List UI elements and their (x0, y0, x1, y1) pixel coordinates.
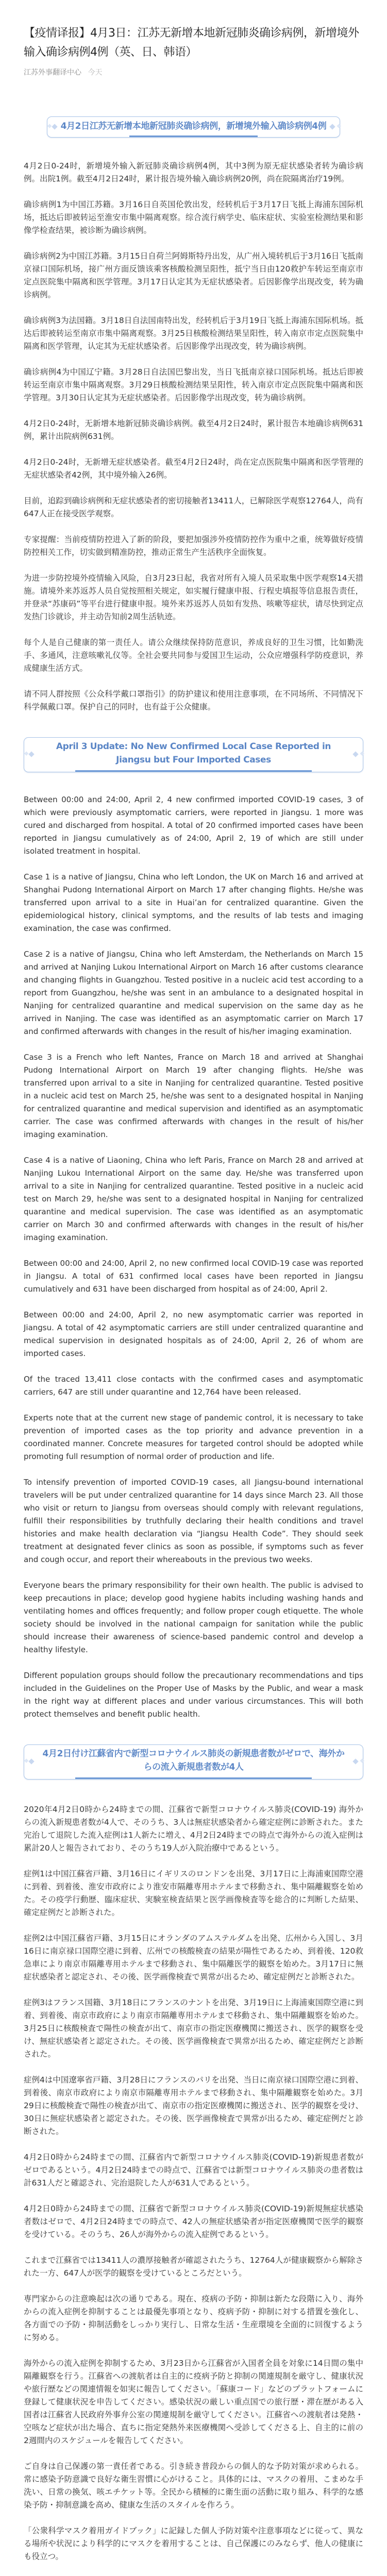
paragraph: 每个人是自己健康的第一责任人。请公众继续保持防范意识，养成良好的卫生习惯，比如勤洗手、多通风，注意咳嗽礼仪等。全社会要共同参与爱国卫生运动，公众应增强科学防疫意识，养成健康生活方式。 (24, 638, 363, 673)
paragraph: Everyone bears the primary responsibility for their own health. The public is advised to keep precautions in place; develop good hygiene habits including washing hands and ventilating homes and offices frequently; and follow proper cough etiquette. The whole society should be involved in the national campaign for sanitation while the public should increase their awareness of science-based pandemic control and develop a healthy lifestyle. (24, 1581, 363, 1654)
paragraph: 请不同人群按照《公众科学戴口罩指引》的防护建议和使用注意事项，在不同场所、不同情况下科学佩戴口罩。保护自己的同时，也有益于公众健康。 (24, 689, 363, 711)
paragraph: 确诊病例4为中国辽宁籍。3月28日自法国巴黎出发，当日飞抵南京禄口国际机场。抵达后即被转运至南京市集中隔离观察。3月29日核酸检测结果呈阳性，转入南京市定点医院集中隔离和医学管理。3月30日认定其为无症状感染者。后因影像学出现改变，转为确诊病例。 (24, 367, 363, 402)
paragraph: Between 00:00 and 24:00, April 2, 4 new confirmed imported COVID-19 cases, 3 of which were previously asymptomatic carriers, were reported in Jiangsu. 1 more was cured and discharged from hospital. A total of 20 confirmed imported cases have been reported in Jiangsu cumulatively as of 24:00, April 2, 19 of which are still under isolated treatment in hospital. (24, 795, 363, 856)
paragraph: Case 2 is a native of Jiangsu, China who left Amsterdam, the Netherlands on March 15 and arrived at Nanjing Lukou International Airport on March 16 after customs clearance and changing flights in Guangzhou. Tested positive in a nucleic acid test according to a report from Guangzhou, he/she was sent in an ambulance to a designated hospital in Nanjing for centralized quarantine and medical supervision on the same day as he arrived in Nanjing. The case was identified as an asymptomatic carrier on March 17 and confirmed afterwards with changes in the result of his/her imaging examination. (24, 950, 363, 1036)
paragraph: 目前，追踪到确诊病例和无症状感染者的密切接触者13411人，已解除医学观察12764人，尚有647人正在接受医学观察。 (24, 496, 363, 518)
paragraph: 确诊病例1为中国江苏籍。3月16日自英国伦敦出发，经转机后于3月17日飞抵上海浦东国际机场，抵达后即被转运至淮安市集中隔离观察。综合流行病学史、临床症状、实验室检测结果和影像学检查结果，被诊断为确诊病例。 (24, 200, 363, 235)
paragraph: 4月2日0時から24時までの間、江蘇省内で新型コロナウイルス肺炎(COVID-19)新規患者数がゼロであるという。4月2日24時までの時点で、江蘇省では新型コロナウイルス肺炎の患者数は計631人だと確認され、完治退院した人が631人であるという。 (24, 2153, 363, 2188)
section-banner-ja (24, 1744, 363, 1780)
banner-box (47, 116, 341, 138)
banner-box (24, 737, 363, 772)
banner-underline (75, 770, 312, 772)
diamond-ornament-icon (52, 124, 57, 129)
paragraph: Case 3 is a French who left Nantes, France on March 18 and arrived at Shanghai Pudong International Airport on March 19 after changing flights. He/she was transferred upon arrival to a site in Nanjing for centralized quarantine. Tested positive in a nucleic acid test on March 25, he/she was sent to a designated hospital in Nanjing for centralized quarantine and medical supervision and identified as an asymptomatic carrier. The case was confirmed afterwards with changes in the result of his/her imaging examination. (24, 1053, 363, 1139)
paragraph: 专家提醒：当前疫情防控进入了新的阶段，要把加强涉外疫情防控作为重中之重，统筹做好疫情防控相关工作，切实做到精准防控，推动正常生产生活秩序全面恢复。 (24, 535, 363, 557)
publish-date: 今天 (88, 69, 103, 77)
paragraph: 症例3はフランス国籍、3月18日にフランスのナントを出発、3月19日に上海浦東国際空港に到着、到着後、南京市政府により南京市隔離専用ホテルまで移動され、集中隔離観察を始めた。3月25日に核酸検査で陽性の検査が出て、南京市の指定医療機関に搬送され、医学的観察を受け、無症状感染者と認定された。その後、医学画像検査で異常が出るため、確定症例だと診断された。 (24, 1998, 363, 2059)
article-title: 【疫情译报】4月3日：江苏无新增本地新冠肺炎确诊病例，新增境外输入确诊病例4例（英、日、韩语） (24, 27, 359, 59)
paragraph: 4月2日0-24时，无新增本地新冠肺炎确诊病例。截至4月2日24时，累计报告本地确诊病例631例，累计出院病例631例。 (24, 419, 363, 441)
paragraph: Experts note that at the current new stage of pandemic control, it is necessary to take prevention of imported cases as the top priority and advance prevention in a coordinated manner. Concrete measures for targeted control should be adopted while promoting full resumption of normal order of production and life. (24, 1413, 363, 1461)
diamond-ornament-icon (28, 1758, 34, 1764)
author-link[interactable]: 江苏外事翻译中心 (24, 69, 81, 77)
paragraph: To intensify prevention of imported COVID-19 cases, all Jiangsu-bound international travelers will be put under centralized quarantine for 14 days since March 23. All those who visit or return to Jiangsu from overseas should comply with relevant regulations, fulfill their responsibilities by truthfully declaring their health conditions and travel histories and make health declaration via “Jiangsu Health Code”. They should seek treatment at designated fever clinics as soon as possible, if symptoms such as fever and cough occur, and report their whereabouts in the previous two weeks. (24, 1478, 363, 1564)
paragraph: Different population groups should follow the precautionary recommendations and tips included in the Guidelines on the Proper Use of Masks by the Public, and wear a mask in the right way at different places and under various circumstances. This will both protect themselves and benefit public health. (24, 1671, 363, 1719)
diamond-ornament-icon (330, 124, 335, 129)
paragraph: 海外からの流入症例を抑制するため、3月23日から江蘇省が入国者全員を対象に14日間の集中隔離観察を行う。江蘇省への渡航者は自主的に疫病予防と抑制の関連規制を厳守し、健康状況や旅行歴などの関連情報を如実に報告してください。「蘇康コード」などのプラットフォームに登録して健康状況を申告してください。感染状況の厳しい重点国での旅行歴・滞在歴がある入国者は江蘇省人民政府外事弁公室の関連規制を厳守してください。江蘇省への渡航者は発熱・空咳など症状が出た場合、直ちに指定発熱外来医療機関へ受診してくださる上、自主的に前の2週間内のスケジュールを報告してください。 (24, 2359, 363, 2445)
paragraph: Of the traced 13,411 close contacts with the confirmed cases and asymptomatic carriers, 647 are still under quarantine and 12,764 have been released. (24, 1375, 363, 1397)
banner-underline (129, 135, 258, 137)
paragraph: 4月2日0-24时，新增境外输入新冠肺炎确诊病例4例，其中3例为原无症状感染者转为确诊病例。出院1例。截至4月2日24时，累计报告境外输入确诊病例20例，尚在院隔离治疗19例。 (24, 161, 363, 183)
paragraph: 4月2日0-24时，无新增无症状感染者。截至4月2日24时，尚在定点医院集中隔离和医学管理的无症状感染者42例，其中境外输入26例。 (24, 457, 363, 480)
section-banner-en (24, 737, 363, 772)
paragraph: 2020年4月2日0時から24時までの間、江蘇省で新型コロナウイルス肺炎(COVID-19) 海外からの流入新規患者数が4人で、そのうち、3人は無症状感染者から確定症例に診断された。また完治して退院した流入症例は1人新たに増え、4月2日24時までの時点で海外からの流入症例は累計20人と報告されており、そのうち19人が入院治療中であるという。 (24, 1805, 363, 1853)
diamond-ornament-icon (352, 751, 358, 757)
section-japanese (24, 1803, 363, 2563)
banner-box (24, 1744, 363, 1780)
paragraph: 症例2は中国江蘇省戸籍、3月15日にオランダのアムステルダムを出発、広州から入国し、3月16日に南京禄口国際空港に到着、広州での核酸検査の結果が陽性であるため、到着後、120救急車により南京市隔離専用ホテルまで移動され、集中隔離医学的観察を始めた。3月17日に無症状感染者と認定され、その後、医学画像検査で異常が出るため、確定症例だと診断された。 (24, 1934, 363, 1981)
banner-title: 4月2日付け江蘇省内で新型コロナウイルス肺炎の新規患者数がゼロで、海外からの流入新規患者数が4人 (42, 1749, 345, 1772)
article-page (0, 24, 387, 2576)
section-english (24, 793, 363, 1721)
paragraph: 为进一步防控境外疫情输入风险，自3月23日起，我省对所有入境人员采取集中医学观察14天措施。请境外来苏返苏人员自觉按照相关规定，如实履行健康申报、行程史填报等信息报告责任，并登录“苏康码”等平台进行健康申报。境外来苏返苏人员如有发热、咳嗽等症状，请尽快到定点发热门诊就诊，并主动告知前2周生活轨迹。 (24, 573, 363, 621)
banner-title: 4月2日江苏无新增本地新冠肺炎确诊病例，新增境外输入确诊病例4例 (60, 121, 327, 131)
paragraph: Case 4 is a native of Liaoning, China who left Paris, France on March 28 and arrived at Nanjing Lukou International Airport on the same day. He/she was transferred upon arrival to a site in Nanjing for centralized quarantine. Tested positive in a nucleic acid test on March 29, he/she was sent to a designated hospital in Nanjing for centralized quarantine and medical supervision. The case was identified as an asymptomatic carrier on March 30 and confirmed afterwards with changes in the result of his/her imaging examination. (24, 1156, 363, 1242)
paragraph: これまで江蘇省では13411人の濃厚接触者が確認されたうち、12764人が健康観察から解除された一方、647人が医学的観察を受けているところだという。 (24, 2256, 363, 2278)
paragraph: 「公衆科学マスク着用ガイドブック」に記録した個人予防対策や注意事項などに従って、異なる場所や状況により科学的にマスクを着用することは、自己保護にのみならず、他人の健康にも役立つ。 (24, 2526, 363, 2561)
banner-underline (75, 1777, 312, 1779)
section-banner-cn (24, 116, 363, 138)
paragraph: 症例4は中国遼寧省戸籍、3月28日にフランスのパリを出発、当日に南京禄口国際空港に到着、到着後、南京市政府により南京市隔離専用ホテルまで移動され、集中隔離観察を始めた。3月29日に核酸検査で陽性の検査が出て、南京市の指定医療機関に搬送され、医学的観察を受け、30日に無症状感染者と認定された。その後、医学画像検査で異常が出るため、確定症例だと診断された。 (24, 2075, 363, 2136)
diamond-ornament-icon (28, 751, 34, 757)
banner-title: April 3 Update: No New Confirmed Local Case Reported in Jiangsu but Four Imported Cases (56, 741, 331, 765)
diamond-ornament-icon (352, 1758, 358, 1764)
paragraph: 専門家からの注意喚起は次の通りである。現在、疫病の予防・抑制は新たな段階に入り、海外からの流入症例を抑制することは最優先事項となり、疫病予防・抑制に対する措置を強化し、各方面での予防・抑制活動をしっかり実行し、日常な生活・生産環境を全面的に回復するように努める。 (24, 2294, 363, 2342)
paragraph: 确诊病例2为中国江苏籍。3月15日自荷兰阿姆斯特丹出发，从广州入境转机后于3月16日飞抵南京禄口国际机场，接广州方面反馈该乘客核酸检测呈阳性，抵宁当日由120救护车转运至南京市定点医院集中隔离和医学管理。3月17日认定其为无症状感染者。后因影像学出现改变，转为确诊病例。 (24, 251, 363, 299)
paragraph: ご自身は自己保護の第一責任者である。引き続き普段からの個人的な予防対策が求められる。常に感染予防意識で良好な衛生習慣に心がけること。具体的には、マスクの着用、こまめな手洗い、日常の換気、咳エチケット等。全民から積極的に衛生面の活動に取り組み、科学的な感染予防・抑制意識を高め、健康な生活のスタイルを作ろう。 (24, 2462, 363, 2510)
paragraph: 症例1は中国江蘇省戸籍、3月16日にイギリスのロンドンを出発、3月17日に上海浦東国際空港に到着、到着後、淮安市政府により淮安市隔離専用ホテルまで移動され、集中隔離観察を始めた。その疫学行動歴、臨床症状、実験室検査結果と医学画像検査等を総合的に判断した結果、確定症例だと診断された。 (24, 1869, 363, 1917)
paragraph: Between 00:00 and 24:00, April 2, no new asymptomatic carrier was reported in Jiangsu. A total of 42 asymptomatic carriers are still under centralized quarantine and medical supervision in designated hospitals as of 24:00, April 2, 26 of whom are imported cases. (24, 1310, 363, 1358)
article-meta (24, 67, 363, 77)
paragraph: 4月2日0時から24時までの間、江蘇省で新型コロナウイルス肺炎(COVID-19)新規無症状感染者数はゼロで、4月2日24時までの時点で、42人の無症状感染者が指定医療機関で医学的観察を受けている。そのうち、26人が海外からの流入症例であるという。 (24, 2204, 363, 2239)
section-chinese (24, 160, 363, 714)
paragraph: 确诊病例3为法国籍。3月18日自法国南特出发，经转机后于3月19日飞抵上海浦东国际机场。抵达后即被转运至南京市集中隔离观察。3月25日核酸检测结果呈阳性，转入南京市定点医院集中隔离和医学管理，认定其为无症状感染者。后因影像学出现改变，转为确诊病例。 (24, 316, 363, 351)
paragraph: Case 1 is a native of Jiangsu, China who left London, the UK on March 16 and arrived at Shanghai Pudong International Airport on March 17 after changing flights. He/she was transferred upon arrival to a site in Huai’an for centralized quarantine. Given the epidemiological history, clinical symptoms, and the results of lab tests and imaging examination, the case was confirmed. (24, 872, 363, 933)
paragraph: Between 00:00 and 24:00, April 2, no new confirmed local COVID-19 case was reported in Jiangsu. A total of 631 confirmed local cases have been reported in Jiangsu cumulatively and 631 have been discharged from hospital as of 24:00, April 2. (24, 1259, 363, 1294)
